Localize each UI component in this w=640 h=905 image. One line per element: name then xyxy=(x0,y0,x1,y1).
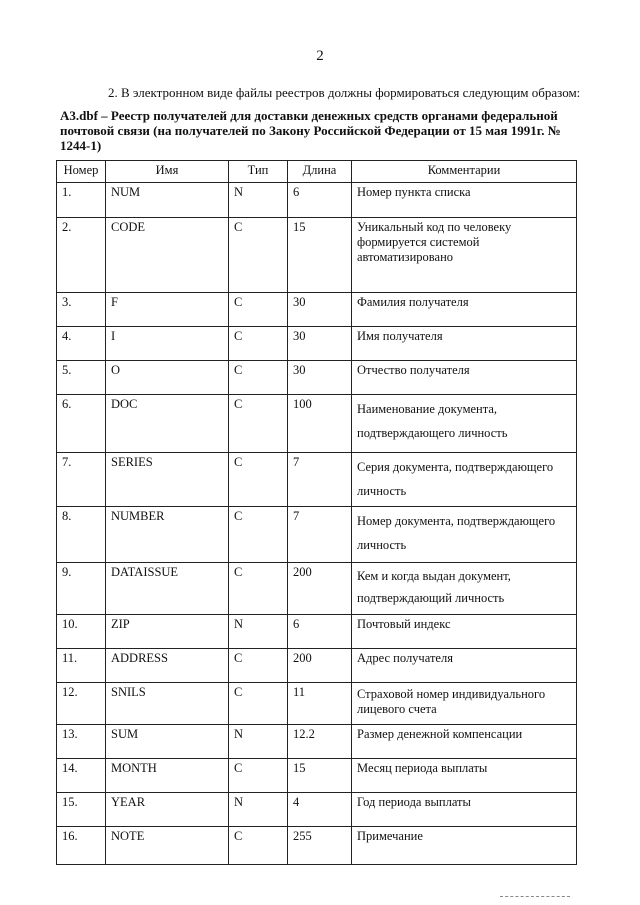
intro-paragraph: 2. В электронном виде файлы реестров должны формироваться следующим образом: xyxy=(108,85,581,100)
header-length: Длина xyxy=(288,161,352,183)
cell-name: SUM xyxy=(106,725,229,759)
cell-type: C xyxy=(229,327,288,361)
table-row xyxy=(57,183,577,218)
cell-length: 6 xyxy=(288,183,352,218)
cell-comment: Год периода выплаты xyxy=(352,793,577,827)
cell-comment: Месяц периода выплаты xyxy=(352,759,577,793)
cell-type: C xyxy=(229,649,288,683)
cell-length: 200 xyxy=(288,649,352,683)
cell-number: 15. xyxy=(57,793,106,827)
cell-type: C xyxy=(229,827,288,865)
cell-length: 7 xyxy=(288,507,352,563)
cell-name: I xyxy=(106,327,229,361)
cell-name: ADDRESS xyxy=(106,649,229,683)
cell-number: 7. xyxy=(57,453,106,507)
header-number: Номер xyxy=(57,161,106,183)
cell-name: CODE xyxy=(106,218,229,293)
cell-length: 6 xyxy=(288,615,352,649)
cell-length: 30 xyxy=(288,361,352,395)
cell-name: SNILS xyxy=(106,683,229,725)
cell-length: 100 xyxy=(288,395,352,453)
cell-type: N xyxy=(229,615,288,649)
cell-length: 15 xyxy=(288,759,352,793)
cell-type: C xyxy=(229,563,288,615)
table-row xyxy=(57,793,577,827)
cell-length: 12.2 xyxy=(288,725,352,759)
table-row xyxy=(57,453,577,507)
cell-comment: Адрес получателя xyxy=(352,649,577,683)
cell-type: N xyxy=(229,725,288,759)
cell-comment: Имя получателя xyxy=(352,327,577,361)
cell-type: C xyxy=(229,395,288,453)
cell-name: F xyxy=(106,293,229,327)
cell-name: NUM xyxy=(106,183,229,218)
cell-type: C xyxy=(229,759,288,793)
table-row xyxy=(57,361,577,395)
cell-type: C xyxy=(229,453,288,507)
cell-comment: Уникальный код по человеку формируется системой автоматизировано xyxy=(352,218,577,293)
cell-number: 1. xyxy=(57,183,106,218)
cell-type: C xyxy=(229,293,288,327)
header-comment: Комментарии xyxy=(352,161,577,183)
registry-table xyxy=(56,160,577,865)
cell-type: C xyxy=(229,507,288,563)
cell-name: MONTH xyxy=(106,759,229,793)
cell-number: 13. xyxy=(57,725,106,759)
page-number: 2 xyxy=(316,48,324,64)
cell-number: 3. xyxy=(57,293,106,327)
table-row xyxy=(57,683,577,725)
cell-name: YEAR xyxy=(106,793,229,827)
cell-number: 16. xyxy=(57,827,106,865)
cell-comment: Номер документа, подтверждающего личность xyxy=(352,507,577,563)
table-row xyxy=(57,218,577,293)
cell-length: 11 xyxy=(288,683,352,725)
cell-number: 4. xyxy=(57,327,106,361)
table-row xyxy=(57,759,577,793)
table-row xyxy=(57,507,577,563)
table-row xyxy=(57,827,577,865)
cell-number: 6. xyxy=(57,395,106,453)
cell-comment: Серия документа, подтверждающего личность xyxy=(352,453,577,507)
table-row xyxy=(57,649,577,683)
cell-comment: Отчество получателя xyxy=(352,361,577,395)
cell-type: C xyxy=(229,218,288,293)
cell-number: 9. xyxy=(57,563,106,615)
cell-number: 11. xyxy=(57,649,106,683)
cell-comment: Номер пункта списка xyxy=(352,183,577,218)
scan-artifact xyxy=(500,896,570,900)
table-row xyxy=(57,327,577,361)
cell-type: N xyxy=(229,183,288,218)
cell-length: 30 xyxy=(288,293,352,327)
cell-name: NUMBER xyxy=(106,507,229,563)
table-heading: А3.dbf – Реестр получателей для доставки денежных средств органами федеральной почтовой связи (на получателей по Закону Российской Федерации от 15 мая 1991г. № 1244-1) xyxy=(60,108,561,153)
cell-comment: Почтовый индекс xyxy=(352,615,577,649)
cell-name: ZIP xyxy=(106,615,229,649)
cell-length: 15 xyxy=(288,218,352,293)
cell-length: 4 xyxy=(288,793,352,827)
cell-comment: Кем и когда выдан документ, подтверждающий личность xyxy=(352,563,577,615)
table-header-row xyxy=(57,161,577,183)
cell-length: 255 xyxy=(288,827,352,865)
cell-length: 200 xyxy=(288,563,352,615)
cell-comment: Наименование документа, подтверждающего личность xyxy=(352,395,577,453)
cell-name: O xyxy=(106,361,229,395)
table-row xyxy=(57,615,577,649)
cell-name: DATAISSUE xyxy=(106,563,229,615)
table-row xyxy=(57,293,577,327)
cell-comment: Фамилия получателя xyxy=(352,293,577,327)
table-row xyxy=(57,725,577,759)
cell-type: N xyxy=(229,793,288,827)
table-row xyxy=(57,563,577,615)
cell-name: NOTE xyxy=(106,827,229,865)
cell-name: SERIES xyxy=(106,453,229,507)
cell-number: 5. xyxy=(57,361,106,395)
cell-number: 12. xyxy=(57,683,106,725)
cell-number: 10. xyxy=(57,615,106,649)
cell-number: 2. xyxy=(57,218,106,293)
cell-number: 14. xyxy=(57,759,106,793)
header-name: Имя xyxy=(106,161,229,183)
table-row xyxy=(57,395,577,453)
header-type: Тип xyxy=(229,161,288,183)
cell-name: DOC xyxy=(106,395,229,453)
cell-length: 30 xyxy=(288,327,352,361)
cell-type: C xyxy=(229,361,288,395)
cell-type: C xyxy=(229,683,288,725)
cell-comment: Размер денежной компенсации xyxy=(352,725,577,759)
cell-length: 7 xyxy=(288,453,352,507)
cell-comment: Примечание xyxy=(352,827,577,865)
cell-number: 8. xyxy=(57,507,106,563)
cell-comment: Страховой номер индивидуального лицевого счета xyxy=(352,683,577,725)
